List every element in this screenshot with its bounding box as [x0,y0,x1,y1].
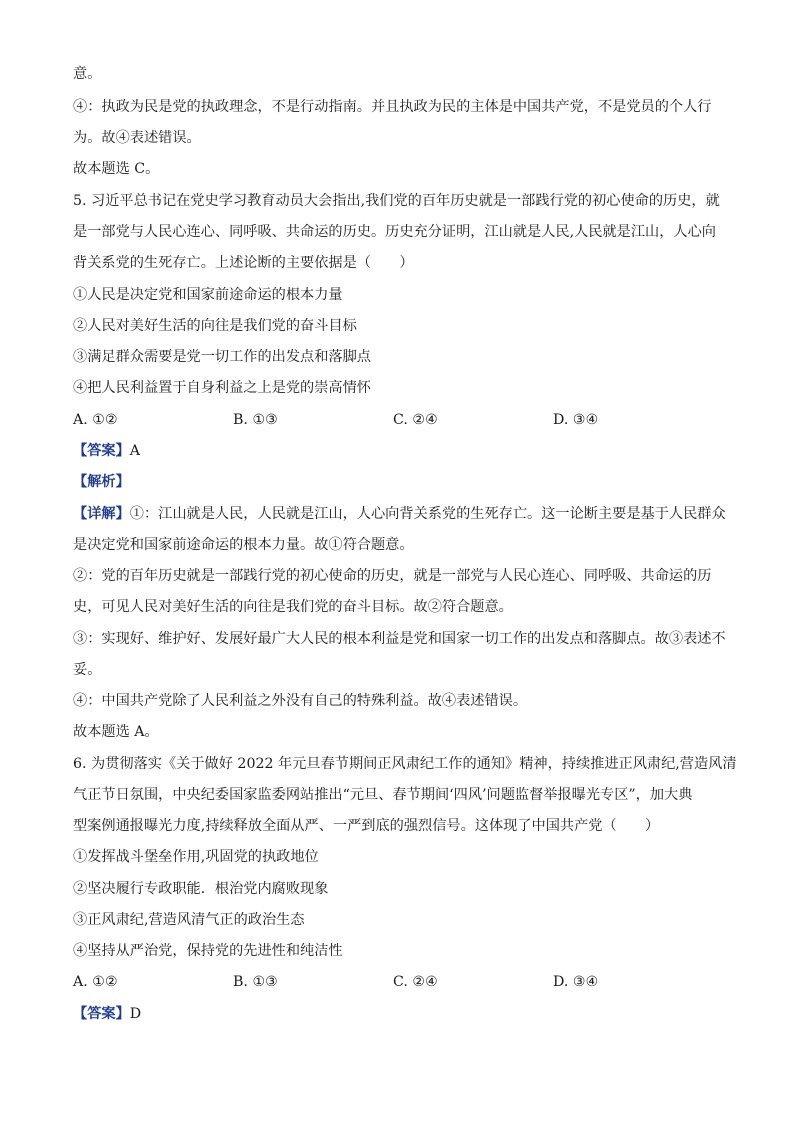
q5-detail-line: ④：中国共产党除了人民利益之外没有自己的特殊利益。故④表述错误。 [73,693,528,709]
q6-option-d: D. ③④ [553,974,599,990]
question-5-statement: ②人民对美好生活的向往是我们党的奋斗目标 [73,318,357,334]
text-line: ④：执政为民是党的执政理念，不是行动指南。并且执政为民的主体是中国共产党，不是党员的个人行 [73,99,712,115]
text-line: 故本题选 C。 [73,161,160,177]
q5-analysis-heading [73,472,130,492]
q5-option-d: D. ③④ [553,412,599,428]
q6-option-b: B. ①③ [233,974,278,990]
question-5-statement: ①人民是决定党和国家前途命运的根本力量 [73,287,343,303]
question-6-stem: 气正节日氛围，中央纪委国家监委网站推出“元旦、春节期间‘四风’问题监督举报曝光专区”，加大典 [73,787,693,803]
q5-detail-line: 妥。 [73,662,102,678]
answer-tag: 【答案】 [73,443,130,459]
q5-option-a: A. ①② [73,412,118,428]
q5-detail-line [73,504,726,524]
q5-detail-line: ②：党的百年历史就是一部践行党的初心使命的历史，就是一部党与人民心连心、同呼吸、共命运的历 [73,568,712,584]
q5-detail-line: 故本题选 A。 [73,724,159,740]
text-line: 意。 [73,66,102,82]
answer-value: A [129,443,141,459]
question-5-statement: ③满足群众需要是党一切工作的出发点和落脚点 [73,349,371,365]
q5-option-c: C. ②④ [393,412,438,428]
q6-option-a: A. ①② [73,974,118,990]
q6-answer [73,1004,141,1024]
question-6-statement: ③正风肃纪,营造风清气正的政治生态 [73,912,305,928]
answer-tag: 【答案】 [73,1006,130,1022]
q6-option-c: C. ②④ [393,974,438,990]
detail-text: ①：江山就是人民，人民就是江山，人心向背关系党的生死存亡。这一论断主要是基于人民群众 [129,506,726,522]
question-5-stem: 是一部党与人民心连心、同呼吸、共命运的历史。历史充分证明，江山就是人民,人民就是江山，人心向 [73,224,716,240]
question-6-statement: ①发挥战斗堡垒作用,巩固党的执政地位 [73,849,319,865]
q5-answer [73,441,140,461]
q5-detail-line: 是决定党和国家前途命运的根本力量。故①符合题意。 [73,537,414,553]
question-6-stem: 型案例通报曝光力度,持续释放全面从严、一严到底的强烈信号。这体现了中国共产党（ ） [73,818,660,834]
q5-detail-line: 史，可见人民对美好生活的向往是我们党的奋斗目标。故②符合题意。 [73,599,513,615]
question-6-stem: 6. 为贯彻落实《关于做好 2022 年元旦春节期间正风肃纪工作的通知》精神，持续推进正风肃纪,营造风清 [73,756,737,772]
question-5-stem: 背关系党的生死存亡。上述论断的主要依据是（ ） [73,255,414,271]
question-5-statement: ④把人民利益置于自身利益之上是党的崇高情怀 [73,380,371,396]
detail-tag: 【详解】 [73,506,130,522]
question-6-statement: ②坚决履行专政职能．根治党内腐败现象 [73,881,329,897]
q5-detail-line: ③：实现好、维护好、发展好最广大人民的根本利益是党和国家一切工作的出发点和落脚点。故③表述不 [73,631,726,647]
analysis-tag: 【解析】 [73,474,130,490]
answer-value: D [129,1006,142,1022]
question-6-statement: ④坚持从严治党，保持党的先进性和纯洁性 [73,943,343,959]
question-5-stem: 5. 习近平总书记在党史学习教育动员大会指出,我们党的百年历史就是一部践行党的初心使命的历史，就 [73,193,720,209]
q5-option-b: B. ①③ [233,412,278,428]
text-line: 为。故④表述错误。 [73,130,201,146]
